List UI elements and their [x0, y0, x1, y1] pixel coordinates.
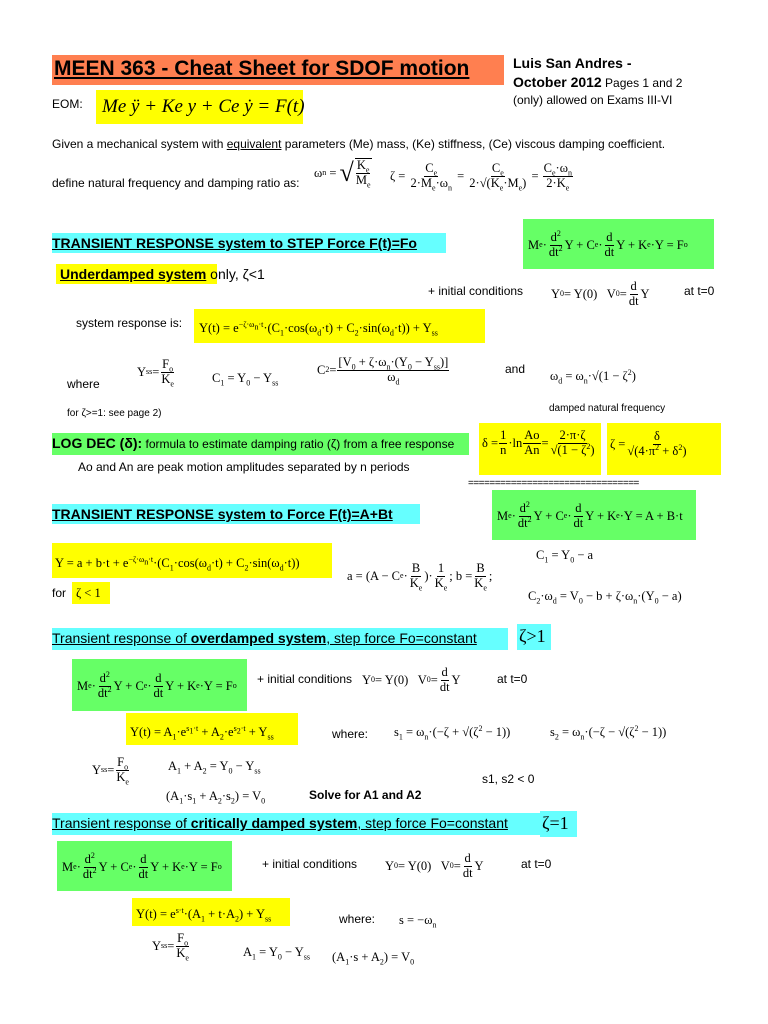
over-eom-equation: M e · $\frac{d^2}{dt^2}$ Y + C e · $\frac{d}{dt}$ Y + K e ·Y = F o: [77, 669, 237, 700]
over-response-equation: $Y(t) = A_1\cdot e^{s_1\cdot t} + A_2\cdot e^{s_2\cdot t} + Y_{ss}$: [130, 723, 274, 742]
omega-d-formula: $\omega_d = \omega_n\cdot√(1 - \zeta^2)$: [550, 367, 636, 386]
crit-heading-b: critically damped system: [190, 815, 358, 831]
intro-text-b: equivalent: [226, 137, 282, 151]
over-yss-formula: Y ss = $\frac{F_o}{K_e}$: [92, 755, 129, 787]
response-box: [194, 309, 485, 343]
crit-response-equation: $Y(t) = e^{s\cdot t}\cdot(A_1 + t\cdot A_2) + Y_{ss}$: [136, 905, 272, 924]
c1-formula: $C_1 = Y_0 - Y_{ss}$: [212, 371, 279, 388]
underdamped-cond: only, ζ<1: [206, 266, 265, 282]
over-zeta-box: [517, 624, 551, 650]
over-zeta-cond: ζ>1: [519, 626, 546, 646]
over-ic-equation: Y 0 = Y(0) V 0 = $\frac{d}{dt}$ Y: [362, 665, 461, 694]
zeta-logdec-formula: ζ = $\frac{\delta}{√(4\cdot\pi^2 + \delta^2)}$: [610, 429, 687, 458]
over-heading-a: Transient response of: [52, 630, 191, 646]
title-banner: [52, 55, 504, 85]
crit-zeta-box: [540, 811, 577, 837]
logdec-note: Ao and An are peak motion amplitudes separated by n periods: [78, 460, 410, 474]
zeta-logdec-box: [607, 423, 721, 475]
ramp-c1-formula: $C_1 = Y_0 - a$: [536, 548, 594, 565]
roots-note: s1, s2 < 0: [482, 772, 535, 786]
crit-eom-box: [57, 841, 232, 891]
step-heading: TRANSIENT RESPONSE system to STEP Force F(t)=Fo: [52, 235, 417, 251]
crit-ic-text: + initial conditions: [262, 857, 358, 871]
logdec-heading: LOG DEC (δ):: [52, 435, 143, 451]
crit-where-label: where:: [339, 912, 376, 926]
step-eom-box: [523, 219, 714, 269]
over-heading-c: , step force Fo=constant: [326, 630, 477, 646]
logdec-formula: δ = $\frac{1}{n}$ ·ln $\frac{Ao}{An}$ = $\frac{2\cdot\pi\cdot\zeta}{√(1 - \zeta^2)}$: [482, 428, 595, 457]
page-title: MEEN 363 - Cheat Sheet for SDOF motion: [54, 57, 470, 80]
ramp-heading-box: [52, 504, 420, 524]
underdamped-label: [60, 266, 265, 282]
underdamped-title: Underdamped system: [60, 266, 207, 282]
ramp-cond-box: [72, 582, 110, 604]
page2-note: for ζ>=1: see page 2): [67, 408, 162, 419]
crit-heading: [52, 815, 508, 831]
crit-at-t0: at t=0: [521, 857, 552, 871]
intro-text-c: parameters (Me) mass, (Ke) stiffness, (Ce) viscous damping coefficient.: [281, 137, 666, 151]
eom-equation: Me ÿ + Ke y + Ce ẏ = F(t): [102, 96, 305, 117]
over-eom-box: [72, 659, 247, 711]
author-pages-note: Pages 1 and 2: [601, 76, 683, 90]
yss-formula: Y ss = $\frac{F_o}{K_e}$: [137, 357, 174, 389]
crit-heading-a: Transient response of: [52, 815, 191, 831]
ramp-cond: ζ < 1: [76, 586, 101, 600]
ramp-ab-formula: a = (A − C e · $\frac{B}{K_e}$ )· $\frac{1}{K_e}$ ; b = $\frac{B}{K_e}$ ;: [347, 561, 493, 593]
eom-label: EOM:: [52, 97, 83, 111]
logdec-formula-box: [479, 423, 601, 475]
crit-heading-c: , step force Fo=constant: [357, 815, 508, 831]
logdec-desc: formula to estimate damping ratio (ζ) from a free response: [142, 437, 455, 451]
over-where-label: where:: [332, 727, 369, 741]
ramp-c2-formula: $C_2\cdot\omega_d = V_0 - b + \zeta\cdot\omega_n\cdot(Y_0 - a)$: [528, 589, 682, 606]
crit-yss-formula: Y ss = $\frac{F_o}{K_e}$: [152, 931, 189, 963]
ramp-heading: TRANSIENT RESPONSE system to Force F(t)=A+Bt: [52, 506, 393, 522]
author-date-line: [513, 74, 682, 92]
crit-a1-formula: $A_1 = Y_0 - Y_{ss}$: [243, 945, 311, 962]
crit-ic-equation: Y 0 = Y(0) V 0 = $\frac{d}{dt}$ Y: [385, 851, 484, 880]
crit-zeta-cond: ζ=1: [542, 813, 569, 833]
separator: ================================: [468, 478, 639, 489]
where-label: where: [67, 377, 100, 391]
intro-text: [52, 137, 665, 151]
over-heading-b: overdamped system: [190, 630, 327, 646]
omega-n-formula: ω n = √ $\frac{K_e}{M_e}$: [314, 157, 371, 190]
eom-box: [96, 90, 303, 124]
step-eom-equation: M e · $\frac{d^2}{dt^2}$ Y + C e · $\frac{d}{dt}$ Y + K e ·Y = F o: [528, 228, 688, 259]
define-text: define natural frequency and damping ratio as:: [52, 176, 300, 190]
over-response-box: [126, 713, 298, 745]
c2-formula: C 2 = $\frac{[V_0 + \zeta\cdot\omega_n\cdot(Y_0 - Y_{ss})]}{\omega_d}$: [317, 355, 449, 387]
ramp-eom-box: [492, 490, 696, 540]
response-label: system response is:: [76, 316, 183, 330]
step-ic-text: + initial conditions: [428, 284, 524, 298]
step-ic-equation: Y 0 = Y(0) V 0 = $\frac{d}{dt}$ Y: [551, 279, 650, 308]
over-ic-text: + initial conditions: [257, 672, 353, 686]
zeta-formula: ζ = $\frac{C_e}{2\cdot M_e\cdot\omega_n}$ = $\frac{C_e}{2\cdot√(K_e\cdot M_e)}$ = $\frac{C_e\cdot\omega_n}{2\cdot K_e}$: [390, 161, 572, 193]
ramp-for-label: for: [52, 586, 67, 600]
response-equation: $Y(t) = e^{-\zeta\cdot\omega_n\cdot t}\cdot(C_1\cdot\cos(\omega_d\cdot t) + C_2\cdot\sin(\omega_d\cdot t)) + Y_{ss}$: [199, 319, 438, 338]
s1-formula: $s_1 = \omega_n\cdot(-\zeta + √(\zeta^2 - 1))$: [394, 723, 511, 742]
crit-response-box: [132, 898, 290, 926]
s2-formula: $s_2 = \omega_n\cdot(-\zeta - √(\zeta^2 - 1))$: [550, 723, 667, 742]
ramp-response-box: [52, 543, 332, 578]
s-formula: $s = -\omega_n$: [399, 913, 437, 930]
ramp-response-equation: $Y = a + b\cdot t + e^{-\zeta\cdot\omega_n\cdot t}\cdot(C_1\cdot\cos(\omega_d\cdot t) + C_2\cdot\sin(\omega_d\cdot t))$: [55, 554, 300, 573]
damped-freq-note: damped natural frequency: [549, 403, 666, 414]
intro-text-a: Given a mechanical system with: [52, 137, 227, 151]
author-name: Luis San Andres -: [513, 55, 632, 71]
step-at-t0: at t=0: [684, 284, 715, 298]
and-label: and: [505, 362, 526, 376]
crit-a1s-formula: $(A_1\cdot s + A_2) = V_0$: [332, 950, 415, 967]
solve-note: Solve for A1 and A2: [309, 788, 422, 802]
step-heading-box: [52, 233, 446, 253]
crit-eom-equation: M e · $\frac{d^2}{dt^2}$ Y + C e · $\frac{d}{dt}$ Y + K e ·Y = F o: [62, 850, 222, 881]
a1a2-formula: $A_1 + A_2 = Y_0 - Y_{ss}$: [168, 759, 261, 776]
exam-note: (only) allowed on Exams III-VI: [513, 93, 673, 107]
a1s1-formula: $(A_1\cdot s_1 + A_2\cdot s_2) = V_0$: [166, 789, 266, 806]
over-heading: [52, 630, 477, 646]
logdec-line: [52, 435, 454, 453]
ramp-eom-equation: M e · $\frac{d^2}{dt^2}$ Y + C e · $\frac{d}{dt}$ Y + K e ·Y = A + B·t: [497, 499, 683, 530]
author-date: October 2012: [513, 74, 602, 90]
over-at-t0: at t=0: [497, 672, 528, 686]
